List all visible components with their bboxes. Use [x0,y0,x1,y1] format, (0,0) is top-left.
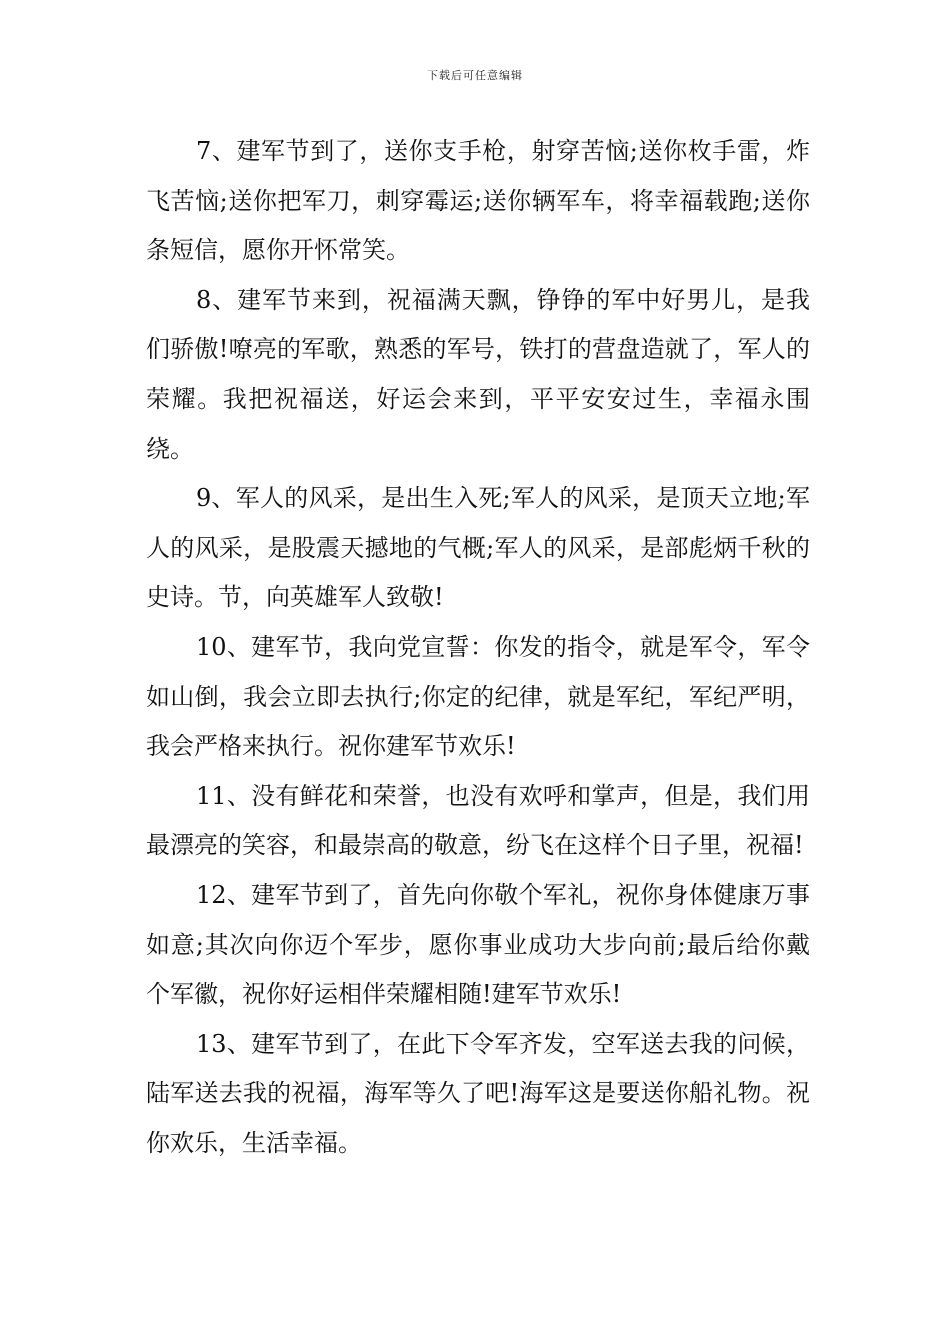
document-body [146,127,810,1168]
paragraph-13: 13、建军节到了，在此下令军齐发，空军送去我的问候，陆军送去我的祝福，海军等久了吧!海军这是要送你船礼物。祝你欢乐，生活幸福。 [146,1029,810,1157]
paragraph-11: 11、没有鲜花和荣誉，也没有欢呼和掌声，但是，我们用最漂亮的笑容，和最崇高的敬意，纷飞在这样个日子里，祝福! [146,781,810,860]
paragraph-7: 7、建军节到了，送你支手枪，射穿苦恼;送你枚手雷，炸飞苦恼;送你把军刀，刺穿霉运;送你辆军车，将幸福载跑;送你条短信，愿你开怀常笑。 [146,137,810,265]
header-note: 下载后可任意编辑 [427,69,523,82]
paragraph-9: 9、军人的风采，是出生入死;军人的风采，是顶天立地;军人的风采，是股震天撼地的气概;军人的风采，是部彪炳千秋的史诗。节，向英雄军人致敬! [146,484,810,612]
paragraph-8: 8、建军节来到，祝福满天飘，铮铮的军中好男儿，是我们骄傲!嘹亮的军歌，熟悉的军号，铁打的营盘造就了，军人的荣耀。我把祝福送，好运会来到，平平安安过生，幸福永围绕。 [146,285,810,463]
paragraph-10: 10、建军节，我向党宣誓：你发的指令，就是军令，军令如山倒，我会立即去执行;你定的纪律，就是军纪，军纪严明，我会严格来执行。祝你建军节欢乐! [146,632,810,761]
paragraph-12: 12、建军节到了，首先向你敬个军礼，祝你身体健康万事如意;其次向你迈个军步，愿你事业成功大步向前;最后给你戴个军徽，祝你好运相伴荣耀相随!建军节欢乐! [146,880,810,1009]
